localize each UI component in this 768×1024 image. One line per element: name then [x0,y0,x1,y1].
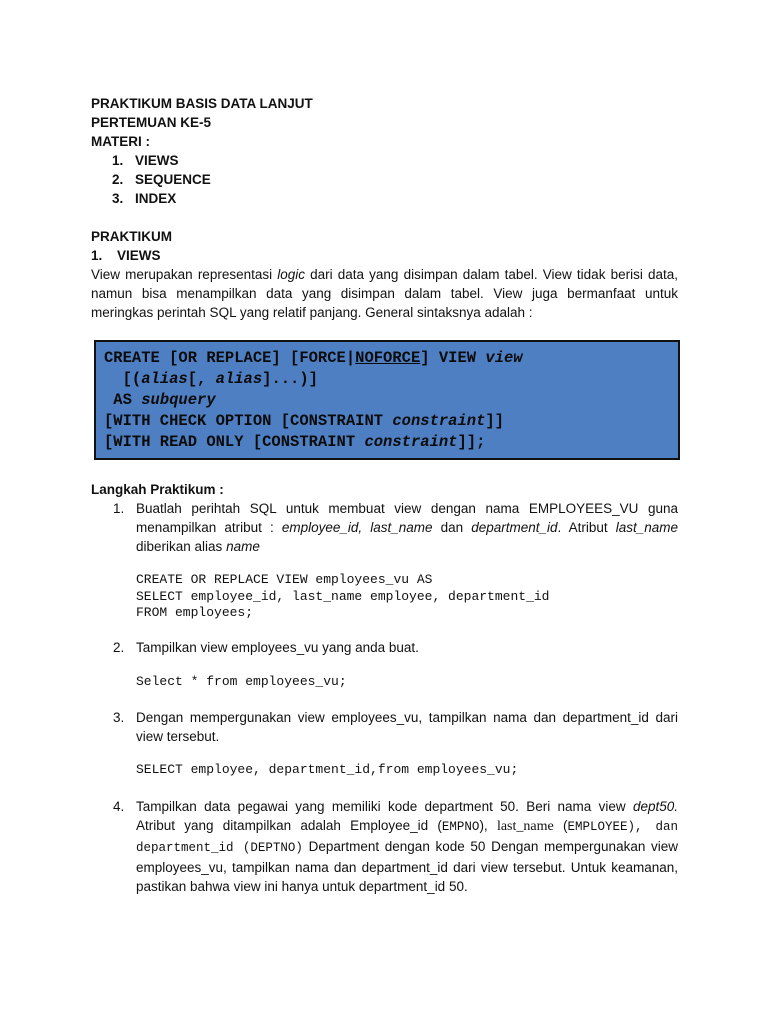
section-number: 1. [91,248,103,263]
syntax-line-5: [WITH READ ONLY [CONSTRAINT constraint]]; [104,433,486,451]
syntax-line-4: [WITH CHECK OPTION [CONSTRAINT constraint]] [104,412,504,430]
materi-label: MATERI : [91,134,150,149]
meeting-label: PERTEMUAN KE-5 [91,115,212,130]
materi-item [91,189,678,208]
syntax-line-3: AS subquery [104,391,216,409]
section-subtitle-label: VIEWS [117,248,161,263]
list-label: VIEWS [135,153,179,168]
step-number: 3. [113,710,125,725]
step-number: 1. [113,501,125,516]
doc-title: PRAKTIKUM BASIS DATA LANJUT [91,96,313,111]
step-number: 2. [113,640,125,655]
section-title: PRAKTIKUM [91,229,172,244]
materi-item [91,151,678,170]
step-1-text: Buatlah perihtah SQL untuk membuat view dengan nama EMPLOYEES_VU guna menampilkan atribut : employee_id, last_name dan department_id. Atribut last_name diberikan alias name [136,501,679,554]
syntax-line-2: [(alias[, alias]...)] [104,370,318,388]
code-block-1: CREATE OR REPLACE VIEW employees_vu AS SELECT employee_id, last_name employee, department_id FROM employees; [136,572,550,620]
code-block-2: Select * from employees_vu; [136,674,347,689]
list-label: SEQUENCE [135,172,211,187]
list-label: INDEX [135,191,177,206]
list-number: 2. [112,172,124,187]
step-number: 4. [113,799,125,814]
list-number: 1. [112,153,124,168]
step-3-text: Dengan mempergunakan view employees_vu, tampilkan nama dan department_id dari view tersebut. [136,710,678,744]
step-2-text: Tampilkan view employees_vu yang anda buat. [136,640,419,655]
section-subtitle [91,246,678,265]
code-block-3: SELECT employee, department_id,from employees_vu; [136,762,519,777]
emphasis-logic: logic [277,267,305,282]
list-number: 3. [112,191,124,206]
syntax-line-1: CREATE [OR REPLACE] [FORCE|NOFORCE] VIEW view [104,349,523,367]
steps-label: Langkah Praktikum : [91,482,224,497]
step-4-text: Tampilkan data pegawai yang memiliki kode department 50. Beri nama view dept50. Atribut yang ditampilkan adalah Employee_id (EMPNO), last_name (EMPLOYEE), dan department_id (DEPTNO) Department dengan kode 50 Dengan mempergunakan view employees_vu, tampilkan nama dan department_id dari view tersebut. Untuk keamanan, pastikan bahwa view ini hanya untuk department_id 50. [136,799,678,894]
materi-item [91,170,678,189]
intro-paragraph: View merupakan representasi logic dari data yang disimpan dalam tabel. View tidak berisi data, namun bisa menampilkan data yang disimpan dalam tabel. View juga bermanfaat untuk meringkas perintah SQL yang relatif panjang. General sintaksnya adalah : [91,267,678,320]
syntax-box [94,340,680,460]
